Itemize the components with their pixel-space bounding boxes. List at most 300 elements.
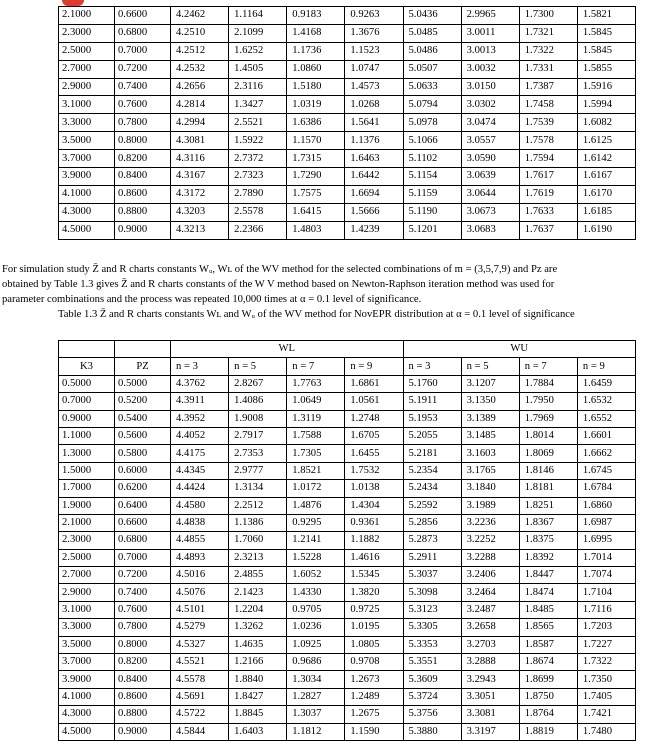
cell-value: 5.0486 bbox=[403, 42, 461, 60]
cell-k3: 2.7000 bbox=[59, 567, 115, 584]
column-header-n: n = 5 bbox=[229, 358, 287, 375]
cell-value: 1.6784 bbox=[577, 480, 635, 497]
table-row bbox=[59, 375, 636, 392]
cell-value: 5.3756 bbox=[403, 706, 461, 723]
cell-value: 3.2943 bbox=[461, 671, 519, 688]
table-row bbox=[59, 636, 636, 653]
cell-value: 4.2512 bbox=[171, 42, 229, 60]
table-row bbox=[59, 114, 636, 132]
cell-pz: 0.8000 bbox=[115, 636, 171, 653]
header-empty-k3 bbox=[59, 341, 115, 358]
cell-value: 5.2181 bbox=[403, 445, 461, 462]
cell-value: 3.1765 bbox=[461, 462, 519, 479]
cell-value: 1.6142 bbox=[577, 150, 635, 168]
cell-value: 1.6125 bbox=[577, 132, 635, 150]
cell-value: 5.2354 bbox=[403, 462, 461, 479]
cell-k3: 2.3000 bbox=[59, 532, 115, 549]
cell-k3: 3.7000 bbox=[59, 150, 115, 168]
cell-value: 1.2204 bbox=[229, 601, 287, 618]
cell-value: 4.4424 bbox=[171, 480, 229, 497]
cell-value: 1.7104 bbox=[577, 584, 635, 601]
cell-value: 1.0195 bbox=[345, 619, 403, 636]
cell-value: 4.5578 bbox=[171, 671, 229, 688]
table-caption: Table 1.3 Z̄ and R charts constants Wʟ and Wᵤ of the WV method for NovEPR distribution at α = 0.1 level of significance bbox=[58, 309, 575, 320]
cell-value: 5.3724 bbox=[403, 688, 461, 705]
cell-value: 1.8181 bbox=[519, 480, 577, 497]
table-1-3 bbox=[58, 340, 636, 741]
cell-pz: 0.5200 bbox=[115, 393, 171, 410]
cell-value: 1.6995 bbox=[577, 532, 635, 549]
cell-value: 1.6386 bbox=[287, 114, 345, 132]
cell-value: 3.0683 bbox=[461, 221, 519, 239]
cell-value: 2.8267 bbox=[229, 375, 287, 392]
cell-value: 1.7950 bbox=[519, 393, 577, 410]
table-row bbox=[59, 96, 636, 114]
table-row bbox=[59, 221, 636, 239]
cell-value: 3.2252 bbox=[461, 532, 519, 549]
cell-value: 2.9777 bbox=[229, 462, 287, 479]
cell-value: 1.6403 bbox=[229, 723, 287, 740]
cell-value: 1.6463 bbox=[345, 150, 403, 168]
table-row bbox=[59, 132, 636, 150]
cell-value: 3.3197 bbox=[461, 723, 519, 740]
cell-value: 1.2675 bbox=[345, 706, 403, 723]
cell-value: 1.0319 bbox=[287, 96, 345, 114]
cell-value: 1.7322 bbox=[577, 654, 635, 671]
cell-value: 1.0561 bbox=[345, 393, 403, 410]
table-row bbox=[59, 24, 636, 42]
cell-value: 4.5101 bbox=[171, 601, 229, 618]
cell-value: 2.4855 bbox=[229, 567, 287, 584]
cell-value: 4.3167 bbox=[171, 168, 229, 186]
cell-value: 1.6185 bbox=[577, 203, 635, 221]
cell-value: 1.8447 bbox=[519, 567, 577, 584]
cell-value: 1.1164 bbox=[229, 7, 287, 25]
cell-k3: 0.5000 bbox=[59, 375, 115, 392]
cell-value: 4.2462 bbox=[171, 7, 229, 25]
table-row bbox=[59, 427, 636, 444]
cell-pz: 0.7800 bbox=[115, 619, 171, 636]
cell-value: 4.3203 bbox=[171, 203, 229, 221]
cell-value: 4.3213 bbox=[171, 221, 229, 239]
cell-pz: 0.6800 bbox=[115, 24, 171, 42]
table-row bbox=[59, 567, 636, 584]
cell-value: 1.7116 bbox=[577, 601, 635, 618]
cell-value: 1.1812 bbox=[287, 723, 345, 740]
cell-value: 1.7969 bbox=[519, 410, 577, 427]
cell-value: 1.7480 bbox=[577, 723, 635, 740]
cell-value: 0.9705 bbox=[287, 601, 345, 618]
cell-value: 1.6987 bbox=[577, 514, 635, 531]
cell-value: 2.7890 bbox=[229, 185, 287, 203]
cell-pz: 0.7400 bbox=[115, 584, 171, 601]
cell-value: 1.7315 bbox=[287, 150, 345, 168]
cell-value: 4.4345 bbox=[171, 462, 229, 479]
cell-value: 1.1523 bbox=[345, 42, 403, 60]
cell-pz: 0.7200 bbox=[115, 567, 171, 584]
cell-value: 1.6694 bbox=[345, 185, 403, 203]
cell-value: 1.2673 bbox=[345, 671, 403, 688]
column-header-n: n = 7 bbox=[287, 358, 345, 375]
cell-value: 1.6662 bbox=[577, 445, 635, 462]
cell-value: 3.0673 bbox=[461, 203, 519, 221]
cell-value: 1.8392 bbox=[519, 549, 577, 566]
cell-value: 3.0013 bbox=[461, 42, 519, 60]
cell-value: 1.8819 bbox=[519, 723, 577, 740]
cell-k3: 3.3000 bbox=[59, 114, 115, 132]
cell-k3: 2.1000 bbox=[59, 7, 115, 25]
cell-pz: 0.5000 bbox=[115, 375, 171, 392]
cell-value: 1.4876 bbox=[287, 497, 345, 514]
cell-value: 1.8750 bbox=[519, 688, 577, 705]
cell-k3: 1.1000 bbox=[59, 427, 115, 444]
cell-value: 4.2510 bbox=[171, 24, 229, 42]
cell-value: 4.4175 bbox=[171, 445, 229, 462]
cell-value: 1.6861 bbox=[345, 375, 403, 392]
cell-value: 2.1099 bbox=[229, 24, 287, 42]
cell-k3: 0.9000 bbox=[59, 410, 115, 427]
cell-value: 1.8367 bbox=[519, 514, 577, 531]
cell-value: 1.1590 bbox=[345, 723, 403, 740]
cell-value: 4.5521 bbox=[171, 654, 229, 671]
cell-value: 3.2703 bbox=[461, 636, 519, 653]
cell-value: 4.5076 bbox=[171, 584, 229, 601]
cell-value: 0.9708 bbox=[345, 654, 403, 671]
group-header-wu: WU bbox=[403, 341, 636, 358]
cell-value: 2.5578 bbox=[229, 203, 287, 221]
cell-value: 1.5855 bbox=[577, 60, 635, 78]
cell-value: 1.8069 bbox=[519, 445, 577, 462]
cell-value: 1.1376 bbox=[345, 132, 403, 150]
cell-value: 1.7575 bbox=[287, 185, 345, 203]
cell-value: 4.2656 bbox=[171, 78, 229, 96]
cell-value: 1.5845 bbox=[577, 42, 635, 60]
cell-value: 5.0794 bbox=[403, 96, 461, 114]
cell-value: 1.7060 bbox=[229, 532, 287, 549]
cell-value: 1.6455 bbox=[345, 445, 403, 462]
table-row bbox=[59, 532, 636, 549]
cell-value: 1.7203 bbox=[577, 619, 635, 636]
table-row bbox=[59, 445, 636, 462]
cell-value: 4.3762 bbox=[171, 375, 229, 392]
cell-value: 1.0172 bbox=[287, 480, 345, 497]
cell-value: 3.3081 bbox=[461, 706, 519, 723]
cell-value: 1.2166 bbox=[229, 654, 287, 671]
cell-k3: 4.5000 bbox=[59, 221, 115, 239]
cell-k3: 3.3000 bbox=[59, 619, 115, 636]
cell-pz: 0.7600 bbox=[115, 96, 171, 114]
cell-value: 3.2406 bbox=[461, 567, 519, 584]
cell-k3: 2.7000 bbox=[59, 60, 115, 78]
cell-value: 1.4239 bbox=[345, 221, 403, 239]
cell-value: 1.6252 bbox=[229, 42, 287, 60]
table-row bbox=[59, 185, 636, 203]
group-header-wl: WL bbox=[171, 341, 404, 358]
table-row bbox=[59, 42, 636, 60]
cell-pz: 0.6800 bbox=[115, 532, 171, 549]
cell-value: 5.0978 bbox=[403, 114, 461, 132]
cell-value: 1.7405 bbox=[577, 688, 635, 705]
cell-value: 1.8146 bbox=[519, 462, 577, 479]
cell-value: 4.2532 bbox=[171, 60, 229, 78]
table-row bbox=[59, 688, 636, 705]
cell-value: 1.3427 bbox=[229, 96, 287, 114]
table-row bbox=[59, 480, 636, 497]
cell-value: 2.9965 bbox=[461, 7, 519, 25]
cell-value: 1.8474 bbox=[519, 584, 577, 601]
cell-value: 2.7323 bbox=[229, 168, 287, 186]
cell-value: 5.1102 bbox=[403, 150, 461, 168]
cell-value: 3.2487 bbox=[461, 601, 519, 618]
cell-pz: 0.8400 bbox=[115, 168, 171, 186]
cell-k3: 3.5000 bbox=[59, 636, 115, 653]
table-1-3-header bbox=[59, 341, 636, 376]
cell-pz: 0.6600 bbox=[115, 7, 171, 25]
cell-pz: 0.6000 bbox=[115, 462, 171, 479]
cell-value: 1.6442 bbox=[345, 168, 403, 186]
cell-value: 1.2489 bbox=[345, 688, 403, 705]
cell-pz: 0.6200 bbox=[115, 480, 171, 497]
cell-value: 5.3353 bbox=[403, 636, 461, 653]
cell-value: 3.1207 bbox=[461, 375, 519, 392]
cell-value: 3.0150 bbox=[461, 78, 519, 96]
paragraph-line-1: For simulation study Z̄ and R charts constants Wᵤ, Wʟ of the WV method for the selected combinations of m = (3,5,7,9) and Pᴢ are bbox=[2, 264, 558, 275]
cell-value: 1.7619 bbox=[519, 185, 577, 203]
cell-value: 3.2288 bbox=[461, 549, 519, 566]
cell-value: 5.3123 bbox=[403, 601, 461, 618]
cell-value: 1.7421 bbox=[577, 706, 635, 723]
cell-value: 3.2464 bbox=[461, 584, 519, 601]
cell-value: 1.6190 bbox=[577, 221, 635, 239]
cell-value: 5.3037 bbox=[403, 567, 461, 584]
cell-value: 1.7884 bbox=[519, 375, 577, 392]
cell-value: 0.9263 bbox=[345, 7, 403, 25]
cell-pz: 0.5400 bbox=[115, 410, 171, 427]
cell-value: 4.4838 bbox=[171, 514, 229, 531]
table-row bbox=[59, 393, 636, 410]
cell-value: 1.9008 bbox=[229, 410, 287, 427]
cell-k3: 0.7000 bbox=[59, 393, 115, 410]
table-row bbox=[59, 619, 636, 636]
cell-value: 5.1190 bbox=[403, 203, 461, 221]
cell-value: 1.0805 bbox=[345, 636, 403, 653]
cell-value: 1.7300 bbox=[519, 7, 577, 25]
cell-value: 1.5916 bbox=[577, 78, 635, 96]
cell-value: 1.5641 bbox=[345, 114, 403, 132]
cell-value: 3.0474 bbox=[461, 114, 519, 132]
cell-value: 0.9361 bbox=[345, 514, 403, 531]
cell-value: 0.9295 bbox=[287, 514, 345, 531]
cell-value: 4.5016 bbox=[171, 567, 229, 584]
cell-value: 1.6052 bbox=[287, 567, 345, 584]
cell-k3: 3.5000 bbox=[59, 132, 115, 150]
cell-value: 5.3305 bbox=[403, 619, 461, 636]
cell-value: 5.0485 bbox=[403, 24, 461, 42]
cell-pz: 0.8200 bbox=[115, 150, 171, 168]
cell-value: 1.8485 bbox=[519, 601, 577, 618]
cell-value: 1.5666 bbox=[345, 203, 403, 221]
cell-value: 1.0268 bbox=[345, 96, 403, 114]
cell-value: 1.7539 bbox=[519, 114, 577, 132]
table-row bbox=[59, 549, 636, 566]
cell-pz: 0.7400 bbox=[115, 78, 171, 96]
cell-value: 1.6601 bbox=[577, 427, 635, 444]
cell-value: 4.5327 bbox=[171, 636, 229, 653]
cell-value: 4.5279 bbox=[171, 619, 229, 636]
paragraph-line-3: parameter combinations and the process was repeated 10,000 times at α = 0.1 level of significance. bbox=[2, 294, 422, 305]
cell-value: 5.3551 bbox=[403, 654, 461, 671]
cell-value: 3.2888 bbox=[461, 654, 519, 671]
cell-value: 1.8587 bbox=[519, 636, 577, 653]
cell-value: 1.0925 bbox=[287, 636, 345, 653]
cell-value: 1.7350 bbox=[577, 671, 635, 688]
column-header-n: n = 3 bbox=[403, 358, 461, 375]
cell-value: 5.1760 bbox=[403, 375, 461, 392]
cell-value: 1.6082 bbox=[577, 114, 635, 132]
cell-k3: 1.3000 bbox=[59, 445, 115, 462]
table-row bbox=[59, 654, 636, 671]
cell-value: 1.7227 bbox=[577, 636, 635, 653]
cell-pz: 0.7000 bbox=[115, 549, 171, 566]
cell-pz: 0.8200 bbox=[115, 654, 171, 671]
cell-k3: 1.9000 bbox=[59, 497, 115, 514]
cell-k3: 3.1000 bbox=[59, 96, 115, 114]
cell-value: 3.1389 bbox=[461, 410, 519, 427]
cell-value: 1.0747 bbox=[345, 60, 403, 78]
cell-value: 4.3081 bbox=[171, 132, 229, 150]
cell-value: 3.3051 bbox=[461, 688, 519, 705]
cell-value: 1.3676 bbox=[345, 24, 403, 42]
cell-k3: 2.1000 bbox=[59, 514, 115, 531]
cell-value: 3.0644 bbox=[461, 185, 519, 203]
table-row bbox=[59, 462, 636, 479]
cell-k3: 3.9000 bbox=[59, 671, 115, 688]
cell-value: 4.4893 bbox=[171, 549, 229, 566]
cell-value: 1.4803 bbox=[287, 221, 345, 239]
cell-value: 1.7617 bbox=[519, 168, 577, 186]
cell-value: 1.7305 bbox=[287, 445, 345, 462]
cell-value: 5.0633 bbox=[403, 78, 461, 96]
cell-value: 2.7372 bbox=[229, 150, 287, 168]
cell-value: 1.4505 bbox=[229, 60, 287, 78]
cell-pz: 0.8600 bbox=[115, 185, 171, 203]
cell-value: 5.2873 bbox=[403, 532, 461, 549]
cell-value: 4.4580 bbox=[171, 497, 229, 514]
cell-k3: 1.5000 bbox=[59, 462, 115, 479]
cell-k3: 4.3000 bbox=[59, 203, 115, 221]
cell-value: 5.1154 bbox=[403, 168, 461, 186]
cell-value: 1.1882 bbox=[345, 532, 403, 549]
cell-value: 0.9725 bbox=[345, 601, 403, 618]
cell-value: 1.7321 bbox=[519, 24, 577, 42]
column-header-n: n = 9 bbox=[345, 358, 403, 375]
cell-value: 3.0639 bbox=[461, 168, 519, 186]
cell-value: 1.5994 bbox=[577, 96, 635, 114]
column-header-pz: PZ bbox=[115, 358, 171, 375]
cell-value: 1.4304 bbox=[345, 497, 403, 514]
cell-value: 4.2994 bbox=[171, 114, 229, 132]
cell-value: 2.1423 bbox=[229, 584, 287, 601]
cell-value: 4.4052 bbox=[171, 427, 229, 444]
cell-value: 1.7763 bbox=[287, 375, 345, 392]
cell-value: 1.3262 bbox=[229, 619, 287, 636]
table-row bbox=[59, 203, 636, 221]
cell-value: 5.1159 bbox=[403, 185, 461, 203]
table-row bbox=[59, 514, 636, 531]
cell-value: 1.7014 bbox=[577, 549, 635, 566]
cell-value: 1.2748 bbox=[345, 410, 403, 427]
cell-value: 5.2911 bbox=[403, 549, 461, 566]
cell-value: 4.5691 bbox=[171, 688, 229, 705]
table-row bbox=[59, 7, 636, 25]
cell-value: 1.0236 bbox=[287, 619, 345, 636]
cell-value: 3.1350 bbox=[461, 393, 519, 410]
column-header-n: n = 9 bbox=[577, 358, 635, 375]
cell-value: 0.9686 bbox=[287, 654, 345, 671]
table-row bbox=[59, 601, 636, 618]
cell-pz: 0.9000 bbox=[115, 221, 171, 239]
cell-value: 1.1736 bbox=[287, 42, 345, 60]
cell-value: 3.2236 bbox=[461, 514, 519, 531]
cell-value: 4.5722 bbox=[171, 706, 229, 723]
cell-value: 1.5845 bbox=[577, 24, 635, 42]
cell-value: 4.4855 bbox=[171, 532, 229, 549]
table-row bbox=[59, 584, 636, 601]
cell-value: 3.1840 bbox=[461, 480, 519, 497]
cell-k3: 3.9000 bbox=[59, 168, 115, 186]
cell-pz: 0.7600 bbox=[115, 601, 171, 618]
cell-value: 5.2856 bbox=[403, 514, 461, 531]
table-row bbox=[59, 723, 636, 740]
cell-value: 1.3037 bbox=[287, 706, 345, 723]
cell-value: 1.6552 bbox=[577, 410, 635, 427]
cell-value: 1.8251 bbox=[519, 497, 577, 514]
cell-value: 1.1570 bbox=[287, 132, 345, 150]
cell-k3: 2.9000 bbox=[59, 584, 115, 601]
cell-value: 1.8427 bbox=[229, 688, 287, 705]
cell-value: 2.2512 bbox=[229, 497, 287, 514]
cell-value: 1.7594 bbox=[519, 150, 577, 168]
cell-pz: 0.9000 bbox=[115, 723, 171, 740]
cell-pz: 0.6400 bbox=[115, 497, 171, 514]
cell-pz: 0.7200 bbox=[115, 60, 171, 78]
cell-k3: 4.1000 bbox=[59, 688, 115, 705]
cell-value: 1.5922 bbox=[229, 132, 287, 150]
cell-value: 5.3098 bbox=[403, 584, 461, 601]
cell-value: 1.2827 bbox=[287, 688, 345, 705]
cell-value: 5.1066 bbox=[403, 132, 461, 150]
cell-pz: 0.8000 bbox=[115, 132, 171, 150]
column-header-n: n = 3 bbox=[171, 358, 229, 375]
cell-value: 1.8845 bbox=[229, 706, 287, 723]
cell-pz: 0.7000 bbox=[115, 42, 171, 60]
column-header-n: n = 7 bbox=[519, 358, 577, 375]
cell-value: 1.7331 bbox=[519, 60, 577, 78]
cell-k3: 2.9000 bbox=[59, 78, 115, 96]
cell-value: 1.7322 bbox=[519, 42, 577, 60]
cell-value: 1.6167 bbox=[577, 168, 635, 186]
cell-pz: 0.6600 bbox=[115, 514, 171, 531]
cell-value: 4.3172 bbox=[171, 185, 229, 203]
body-paragraph bbox=[2, 262, 657, 307]
cell-value: 1.3034 bbox=[287, 671, 345, 688]
column-header-k3: K3 bbox=[59, 358, 115, 375]
cell-value: 1.7074 bbox=[577, 567, 635, 584]
cell-value: 4.3911 bbox=[171, 393, 229, 410]
cell-value: 4.2814 bbox=[171, 96, 229, 114]
cell-value: 3.0302 bbox=[461, 96, 519, 114]
cell-value: 5.3609 bbox=[403, 671, 461, 688]
